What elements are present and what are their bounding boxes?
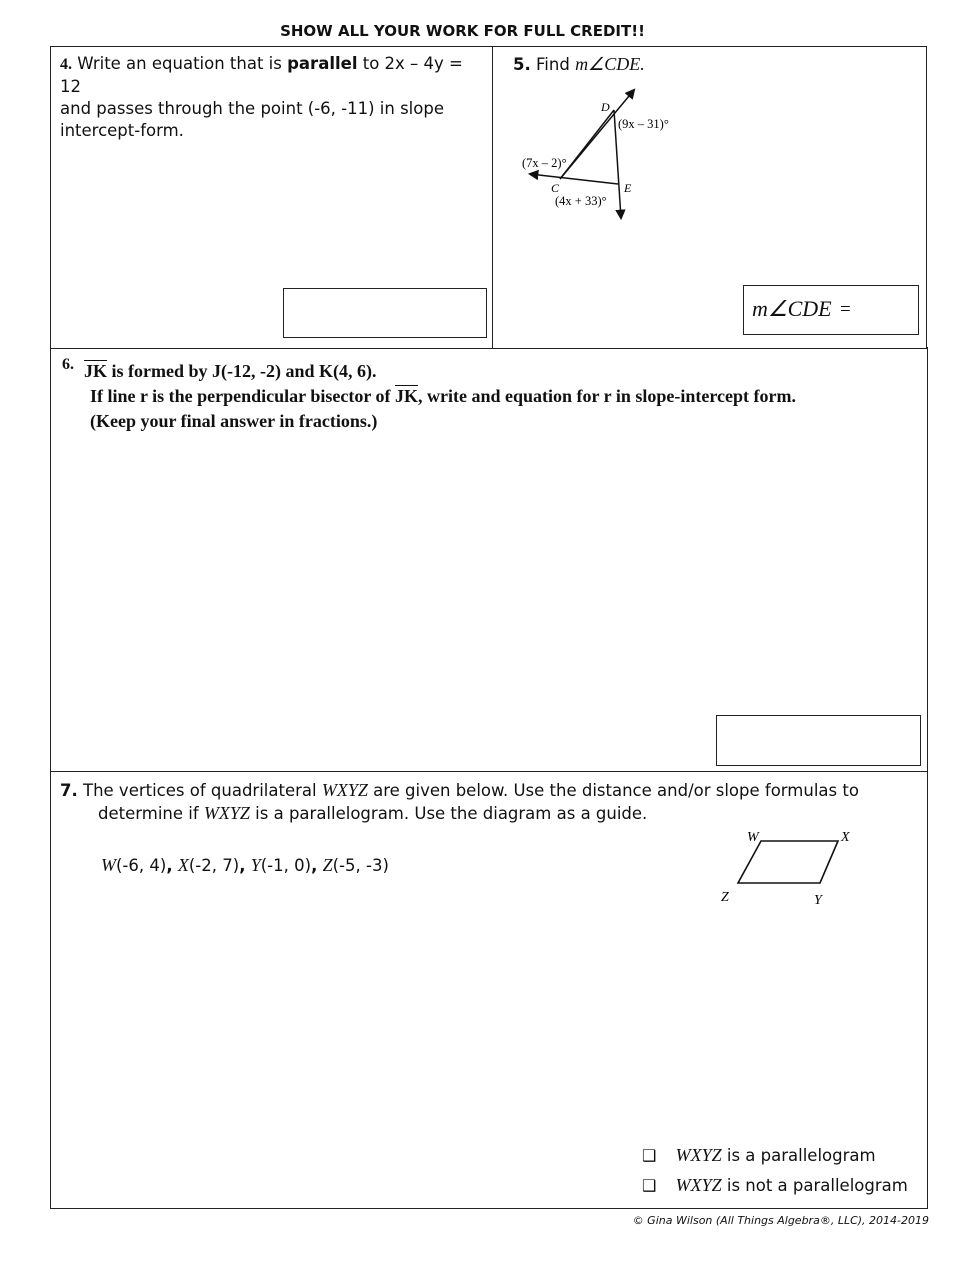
q5-triangle-diagram: [500, 80, 700, 230]
coord-z-label: Z: [322, 855, 333, 875]
q5-answer-box[interactable]: [743, 285, 919, 335]
q4-text-2: to 2x – 4y = 12: [60, 54, 463, 96]
angle-d-label: (9x – 31)°: [618, 117, 669, 131]
coord-y-label: Y: [250, 855, 261, 875]
q6-line-2b: , write and equation for r in slope-intercept form.: [418, 386, 796, 406]
coord-z: (-5, -3): [332, 856, 389, 875]
q7-parallelogram-diagram: [710, 822, 870, 912]
q7-number: 7.: [60, 781, 78, 800]
checkbox-icon[interactable]: ❑: [642, 1146, 657, 1165]
q7-name-2: WXYZ: [203, 803, 250, 823]
q4-text: [60, 53, 488, 142]
ray-d: [560, 90, 634, 179]
q6-line-3: (Keep your final answer in fractions.): [90, 411, 378, 431]
q4-text-3: and passes through the point (-6, -11) in slope: [60, 99, 444, 118]
q6-answer-box[interactable]: [716, 715, 921, 766]
label-e: E: [624, 181, 632, 195]
coord-x-label: X: [177, 855, 189, 875]
q5-target: m∠CDE.: [575, 54, 645, 74]
q5-find: Find: [536, 55, 570, 74]
label-c: C: [551, 181, 560, 195]
coord-w-label: W: [101, 855, 116, 875]
q4-text-1: Write an equation that is: [77, 54, 282, 73]
q6-text: [84, 359, 796, 434]
q6-line-1: [84, 359, 796, 384]
choice-1-name: WXYZ: [675, 1145, 722, 1165]
q6-segment-jk-2: $\overline{JK}$: [395, 386, 419, 406]
coord-x: (-2, 7): [188, 856, 240, 875]
angle-e-label: (4x + 33)°: [555, 194, 607, 208]
q7-coordinates: W(-6, 4), X(-2, 7), Y(-1, 0), Z(-5, -3): [101, 855, 389, 875]
q7-line-2b: is a parallelogram. Use the diagram as a guide.: [255, 804, 648, 823]
q7-line-1: [60, 779, 920, 802]
q4-number: 4.: [60, 56, 72, 73]
q5-answer-label: m∠CDE: [752, 296, 832, 321]
vertex-x: X: [841, 830, 850, 845]
q6-line-1-text: is formed by J(-12, -2) and K(4, 6).: [111, 361, 377, 381]
vertex-y: Y: [814, 893, 822, 908]
q7-text: [60, 779, 920, 825]
q7-line-1b: are given below. Use the distance and/or slope formulas to: [373, 781, 859, 800]
q6-line-2: [84, 384, 796, 409]
q7-line-1a: The vertices of quadrilateral: [83, 781, 317, 800]
checkbox-icon[interactable]: ❑: [642, 1176, 657, 1195]
q4-answer-box[interactable]: [283, 288, 487, 338]
q4-parallel: parallel: [287, 54, 358, 73]
q7-name-1: WXYZ: [321, 780, 368, 800]
q7-choice-1[interactable]: [642, 1144, 876, 1167]
q7-line-2a: determine if: [98, 804, 199, 823]
choice-2-name: WXYZ: [675, 1175, 722, 1195]
q4-text-4: intercept-form.: [60, 121, 184, 140]
q6-segment-jk: $\overline{JK}$: [84, 361, 108, 381]
q5-text: [513, 53, 645, 76]
label-d: D: [601, 100, 610, 114]
page-header: SHOW ALL YOUR WORK FOR FULL CREDIT!!: [280, 22, 645, 40]
ray-c: [530, 174, 618, 184]
parallelogram-shape: [738, 841, 838, 883]
choice-1-text: is a parallelogram: [726, 1146, 876, 1165]
q6-number: 6.: [62, 356, 74, 373]
coord-y: (-1, 0): [260, 856, 312, 875]
q6-line-2a: If line r is the perpendicular bisector of: [90, 386, 391, 406]
q5-number: 5.: [513, 55, 531, 74]
q7-choice-2[interactable]: [642, 1174, 908, 1197]
angle-c-label: (7x – 2)°: [522, 156, 567, 170]
choice-2-text: is not a parallelogram: [726, 1176, 908, 1195]
copyright-footer: © Gina Wilson (All Things Algebra®, LLC), 2014-2019: [632, 1214, 929, 1227]
coord-w: (-6, 4): [116, 856, 167, 875]
vertex-z: Z: [721, 890, 729, 905]
vertex-w: W: [747, 830, 759, 845]
q5-answer-equals: =: [840, 299, 851, 320]
